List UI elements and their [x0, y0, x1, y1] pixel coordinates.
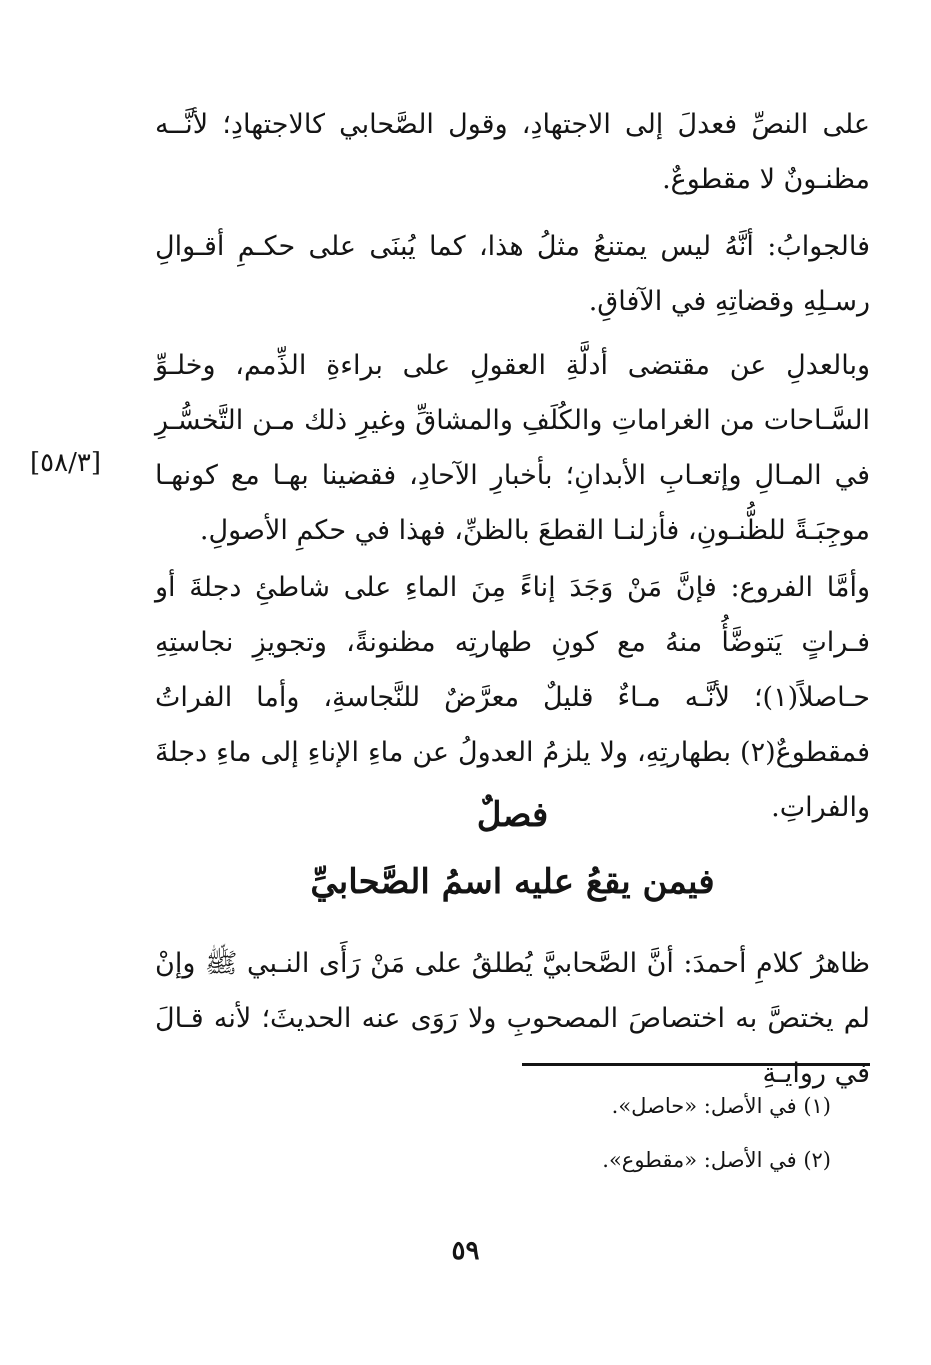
footnote-1: (١) في الأصل: «حاصل». [611, 1094, 831, 1118]
paragraph-4: وأمَّا الفروع: فإنَّ مَنْ وَجَدَ إناءً مِنَ الماءِ على شاطئِ دجلةَ أو فـراتٍ يَتوضَّأُ منهُ مع كونِ طهارتِه مظنونةً، وتجويزِ نجاستِهِ حـاصلاً(١)؛ لأنَّـه مـاءٌ قليلٌ معرَّضٌ للنَّجاسةِ، وأما الفراتُ فمقطوعٌ(٢) بطهارتِهِ، ولا يلزمُ العدولُ عن ماءِ الإناءِ إلى ماءِ دجلةَ والفراتِ. [155, 572, 870, 823]
paragraph-2: فالجوابُ: أنَّهُ ليس يمتنعُ مثلُ هذا، كما يُبنَى على حكـمِ أقـوالِ رسـلِهِ وقضاتِهِ في الآفاقِ. [155, 231, 870, 317]
section-title: فيمن يقعُ عليه اسمُ الصَّحابيِّ [310, 862, 715, 902]
paragraph-3: وبالعدلِ عن مقتضى أدلَّةِ العقولِ على براءةِ الذِّمم، وخلـوِّ السَّـاحات من الغراماتِ والكُلَفِ والمشاقِّ وغيرِ ذلك مـن التَّخسُّـرِ في المـالِ وإتعـابِ الأبدانِ؛ بأخبارِ الآحادِ، فقضينا بهـا مع كونهـا موجِبَـةً للظُّنـونِ، فأزلنـا القطعَ بالظنِّ، فهذا في حكمِ الأصولِ. [155, 350, 870, 546]
paragraph-5: ظاهرُ كلامِ أحمدَ: أنَّ الصَّحابيَّ يُطلقُ على مَنْ رَأَى النـبي ﷺ وإنْ لم يختصَّ به اختصاصَ المصحوبِ ولا رَوَى عنه الحديثَ؛ لأنه قـالَ في روايـةِ [155, 948, 870, 1089]
paragraph-1: على النصِّ فعدلَ إلى الاجتهادِ، وقول الصَّحابي كالاجتهادِ؛ لأنَّــه مظنـونٌ لا مقطوعٌ. [155, 109, 870, 195]
footnote-2: (٢) في الأصل: «مقطوع». [602, 1148, 831, 1172]
footnote-divider [522, 1063, 870, 1066]
page-number: ٥٩ [451, 1236, 480, 1266]
section-heading: فصلٌ [476, 795, 549, 835]
margin-reference: [٥٨/٣] [30, 448, 101, 478]
